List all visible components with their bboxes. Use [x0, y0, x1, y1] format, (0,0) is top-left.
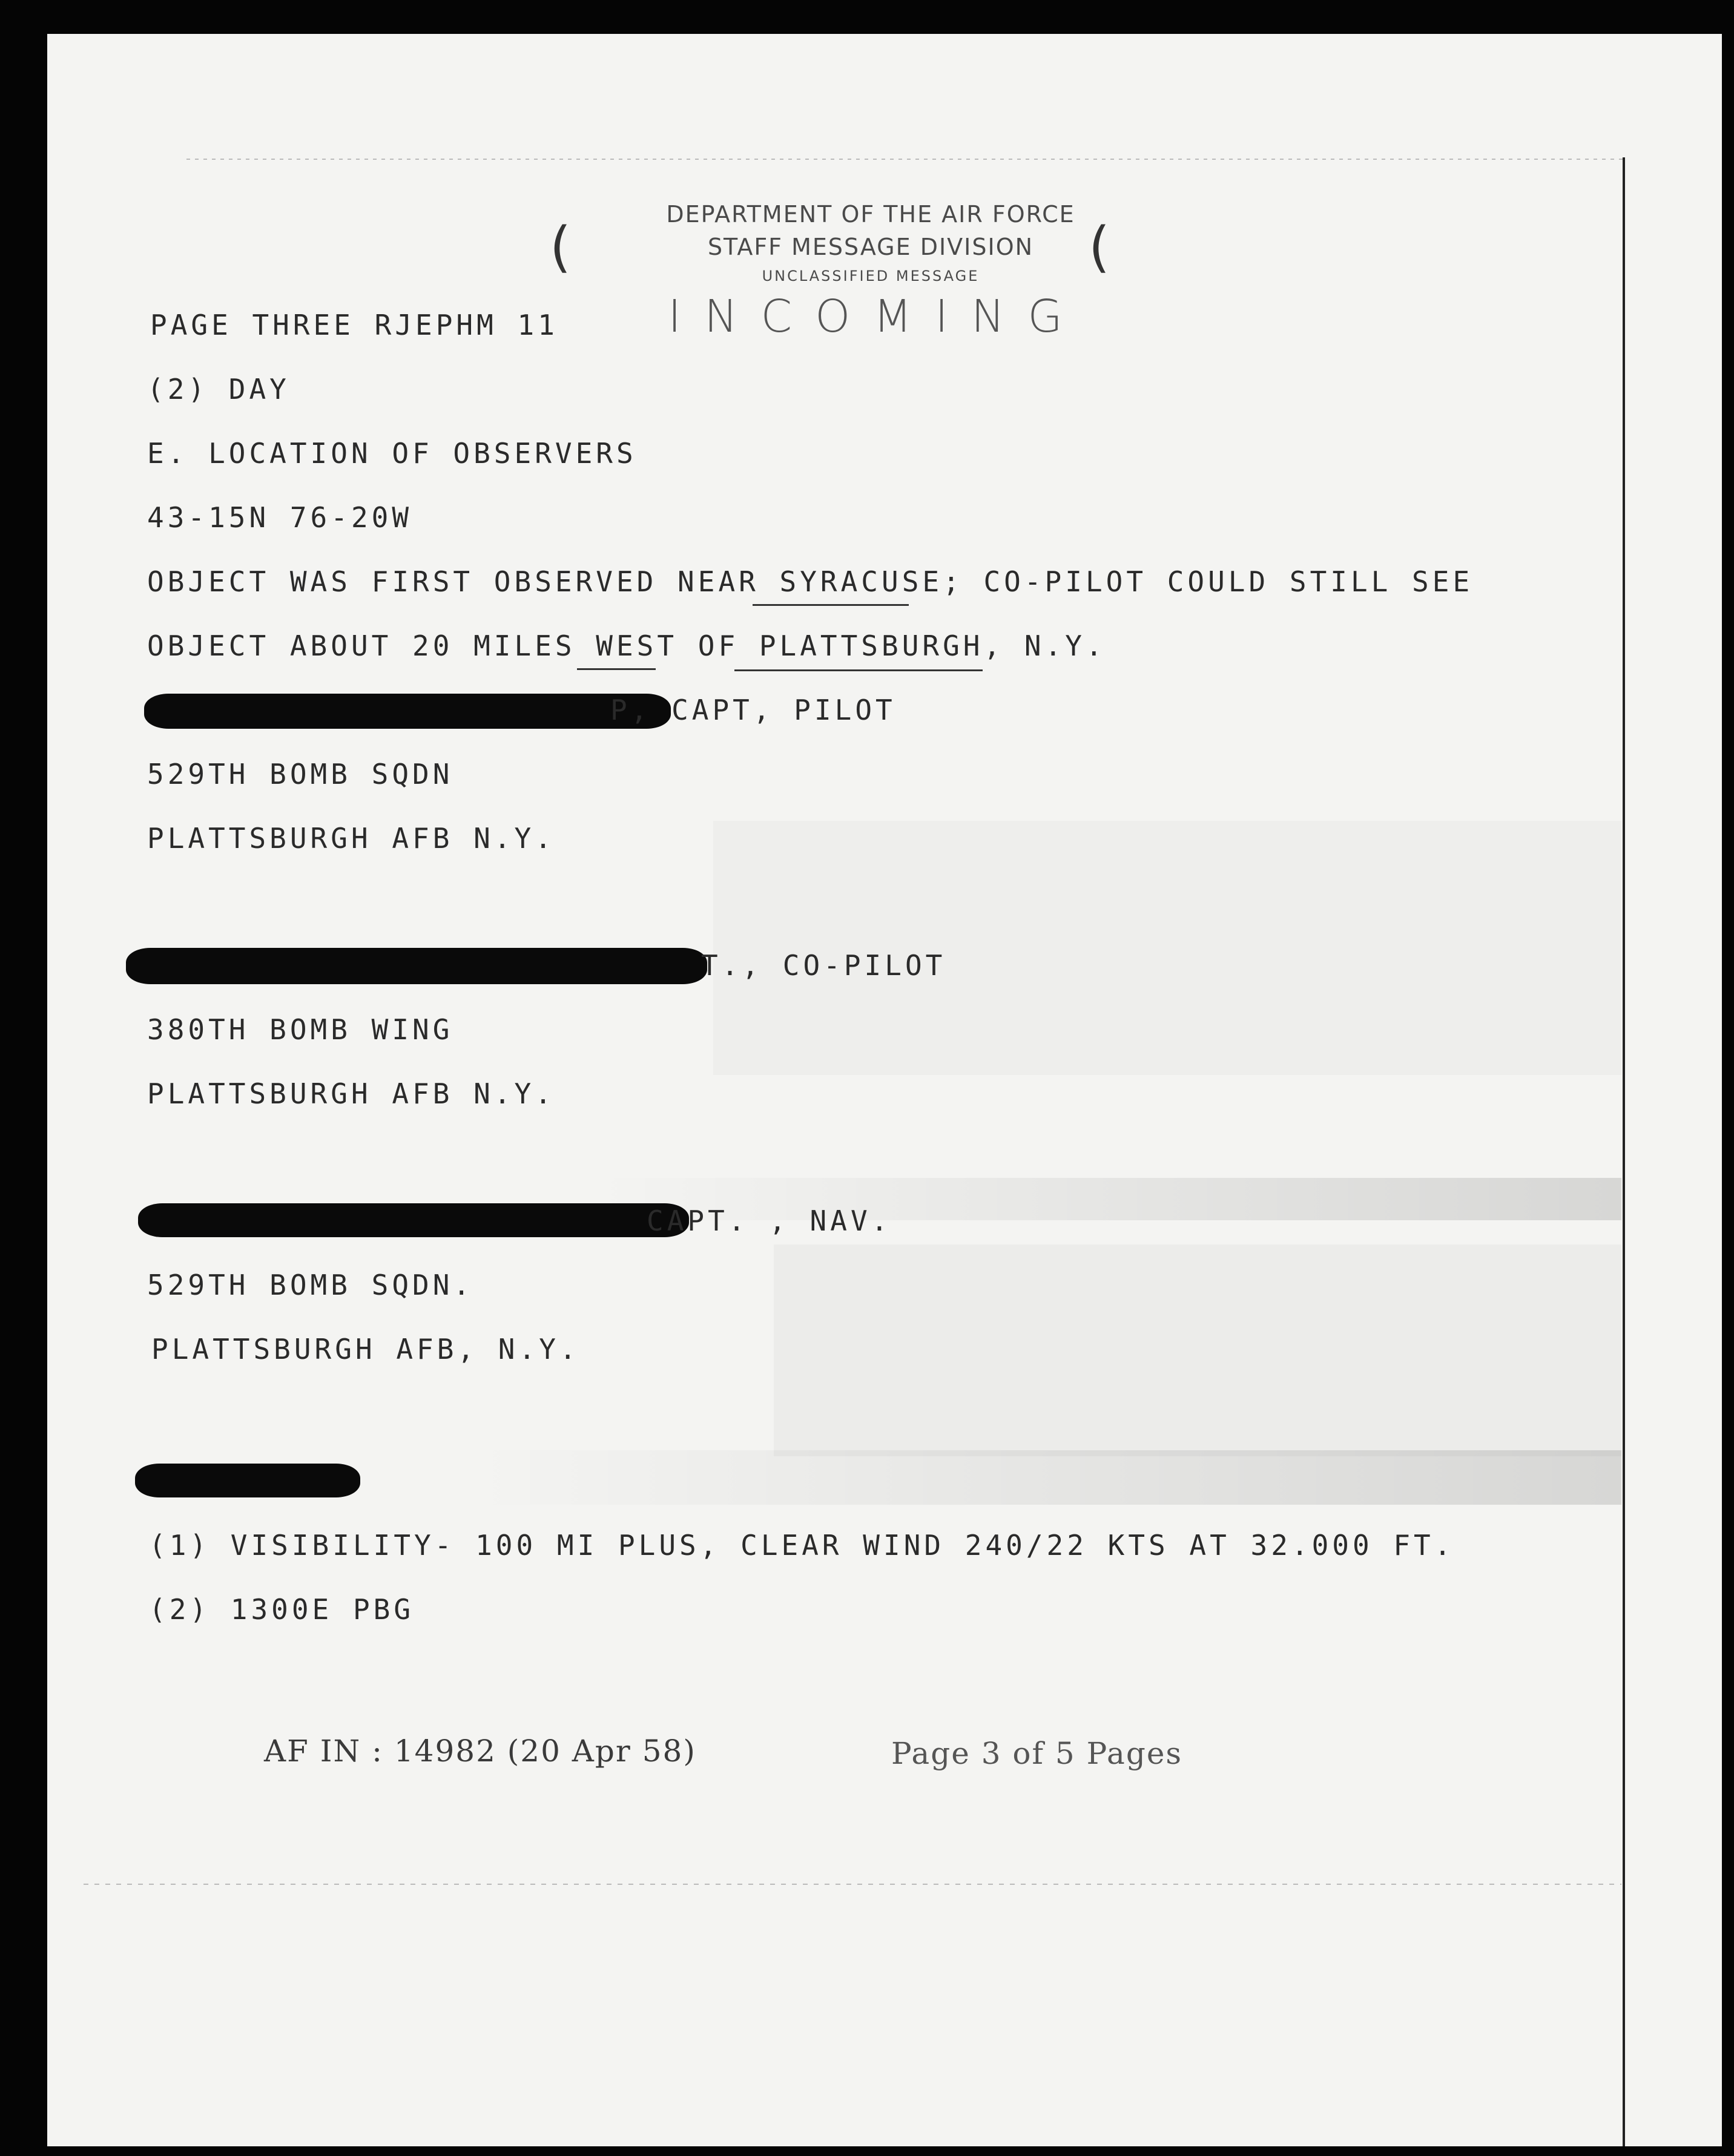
observer-2-base: PLATTSBURGH AFB N.Y.: [147, 1077, 555, 1110]
time-line: (2) 1300E PBG: [149, 1593, 415, 1626]
observer-2-unit: 380TH BOMB WING: [147, 1013, 453, 1046]
header-division: STAFF MESSAGE DIVISION: [707, 234, 1034, 260]
frame-right-rule: [1623, 157, 1625, 2146]
observer-3-base: PLATTSBURGH AFB, N.Y.: [151, 1333, 580, 1366]
right-paren-mark: (: [1089, 215, 1110, 279]
underline-syracuse: [753, 604, 909, 606]
frame-top-rule: [186, 159, 1624, 160]
left-paren-mark: (: [550, 215, 572, 279]
observer-3-role: CAPT. , NAV.: [647, 1205, 892, 1237]
observer-3-unit: 529TH BOMB SQDN.: [147, 1269, 474, 1301]
observer-2-role: T., CO-PILOT: [701, 949, 946, 982]
af-in-reference: AF IN : 14982 (20 Apr 58): [264, 1734, 696, 1769]
underline-plattsburgh: [734, 669, 983, 671]
underline-west: [577, 668, 656, 670]
redaction-observer-2: [126, 948, 707, 984]
day-line: (2) DAY: [147, 373, 290, 406]
header-incoming: INCOMING: [668, 291, 1086, 343]
redaction-section-f: [135, 1464, 360, 1497]
section-e-heading: E. LOCATION OF OBSERVERS: [147, 437, 637, 470]
header-department: DEPARTMENT OF THE AIR FORCE: [666, 201, 1075, 228]
page-count: Page 3 of 5 Pages: [891, 1736, 1183, 1771]
visibility-line: (1) VISIBILITY- 100 MI PLUS, CLEAR WIND 240/22 KTS AT 32.000 FT.: [149, 1529, 1455, 1562]
observation-line-1: OBJECT WAS FIRST OBSERVED NEAR SYRACUSE; CO-PILOT COULD STILL SEE: [147, 565, 1474, 598]
observer-1-unit: 529TH BOMB SQDN: [147, 758, 453, 790]
frame-bottom-rule: [84, 1884, 1621, 1885]
page-line: PAGE THREE RJEPHM 11: [150, 309, 558, 341]
coordinates: 43-15N 76-20W: [147, 501, 413, 534]
redaction-observer-3: [138, 1203, 689, 1237]
redaction-observer-1: [144, 694, 671, 729]
observer-1-base: PLATTSBURGH AFB N.Y.: [147, 822, 555, 855]
header-classification: UNCLASSIFIED MESSAGE: [762, 268, 980, 284]
observation-line-2: OBJECT ABOUT 20 MILES WEST OF PLATTSBURGH, N.Y.: [147, 629, 1106, 662]
observer-1-role: P, CAPT, PILOT: [610, 694, 896, 726]
document-page: [47, 34, 1722, 2146]
